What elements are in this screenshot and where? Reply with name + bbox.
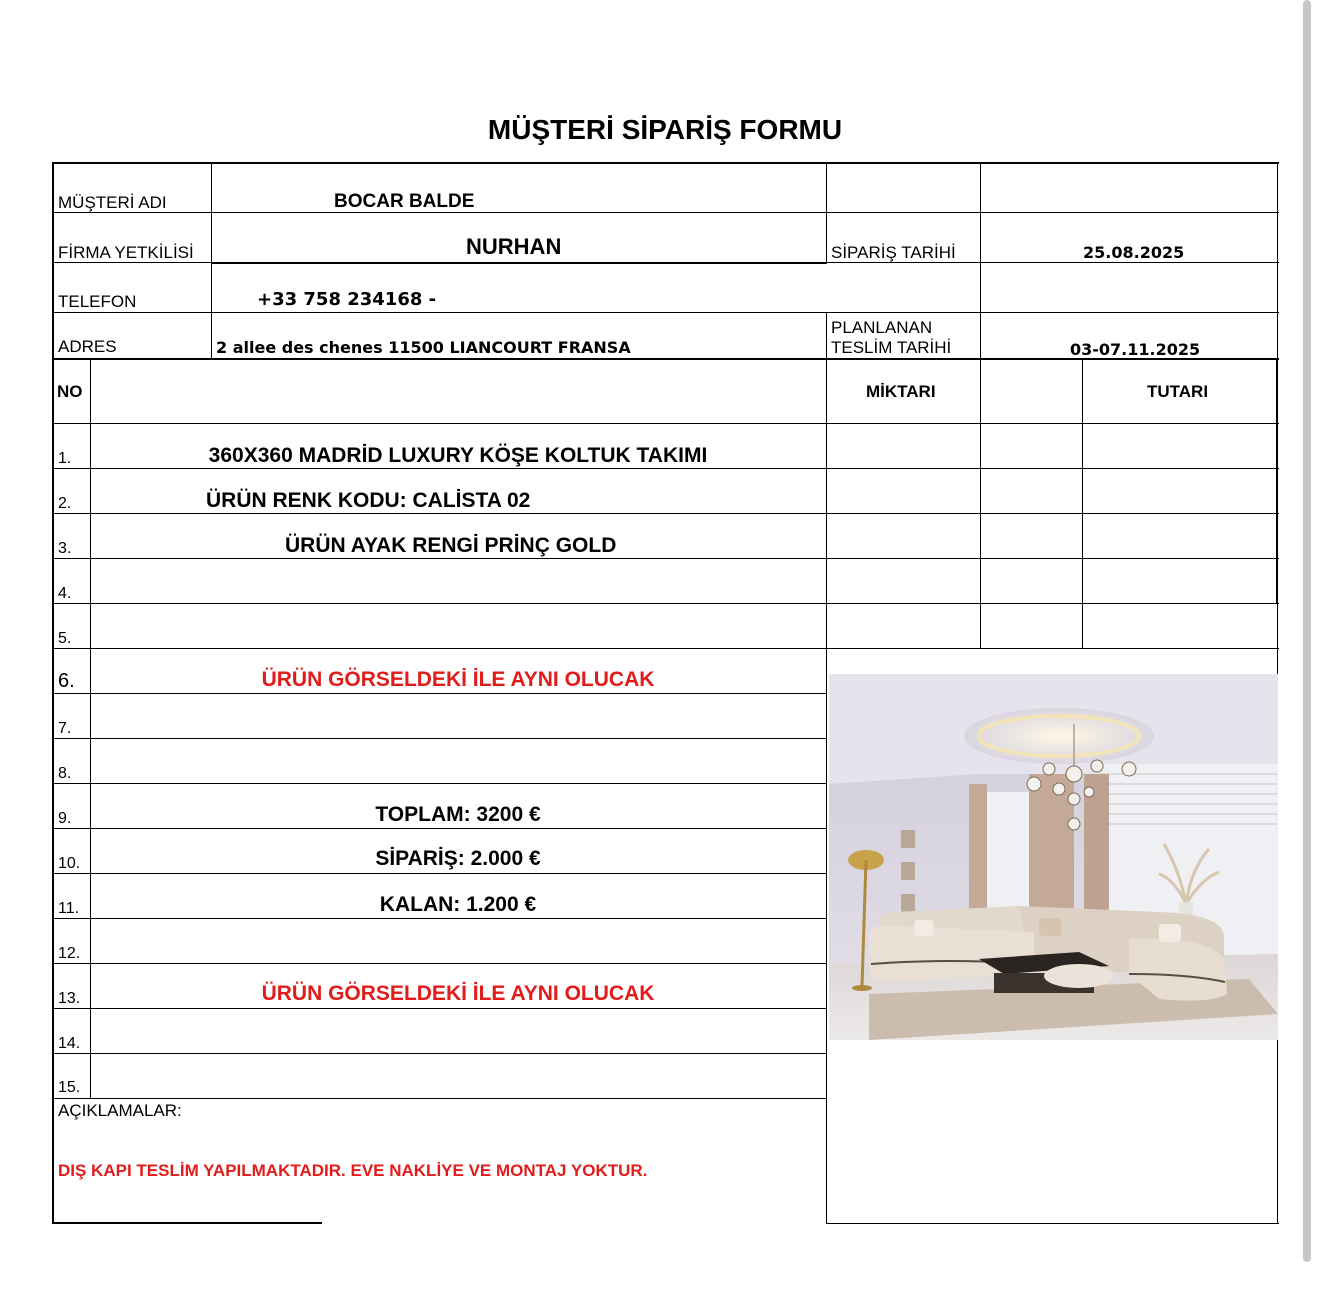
row-number: 7. <box>58 720 72 737</box>
row-text: ÜRÜN RENK KODU: CALİSTA 02 <box>206 489 531 512</box>
row-number: 11. <box>58 900 80 917</box>
customer-name-label: MÜŞTERİ ADI <box>58 193 167 212</box>
row-number: 9. <box>58 810 72 827</box>
quantity-column-header: MİKTARI <box>866 382 936 401</box>
row-number: 6. <box>58 670 75 692</box>
row-number: 8. <box>58 765 72 782</box>
product-photo <box>829 674 1278 1040</box>
scrollbar[interactable] <box>1303 0 1311 1262</box>
amount-column-header: TUTARI <box>1147 382 1209 401</box>
row-number: 2. <box>58 495 72 512</box>
notes-label: AÇIKLAMALAR: <box>58 1101 182 1120</box>
row-number: 15. <box>58 1079 81 1096</box>
form-title: MÜŞTERİ SİPARİŞ FORMU <box>487 114 843 145</box>
remaining-amount: KALAN: 1.200 € <box>379 893 537 916</box>
row-number: 3. <box>58 540 72 557</box>
row-text-highlight: ÜRÜN GÖRSELDEKİ İLE AYNI OLUCAK <box>261 982 655 1005</box>
row-number: 4. <box>58 585 72 602</box>
row-number: 10. <box>58 855 81 872</box>
delivery-note: DIŞ KAPI TESLİM YAPILMAKTADIR. EVE NAKLİYE VE MONTAJ YOKTUR. <box>58 1161 648 1180</box>
company-officer-label: FİRMA YETKİLİSİ <box>58 243 194 262</box>
row-number: 1. <box>58 450 72 467</box>
company-officer-value: NURHAN <box>466 234 562 259</box>
total-amount: TOPLAM: 3200 € <box>375 803 541 826</box>
row-number: 5. <box>58 630 72 647</box>
order-date-label: SİPARİŞ TARİHİ <box>831 243 956 262</box>
customer-name-value: BOCAR BALDE <box>334 191 475 212</box>
address-value: 2 allee des chenes 11500 LIANCOURT FRANSA <box>216 338 631 357</box>
phone-label: TELEFON <box>58 292 137 311</box>
planned-delivery-value: 03-07.11.2025 <box>1070 340 1201 359</box>
address-label: ADRES <box>58 337 117 356</box>
no-column-header: NO <box>57 382 83 401</box>
row-text: 360X360 MADRİD LUXURY KÖŞE KOLTUK TAKIMI <box>208 444 708 467</box>
planned-delivery-label-line2: TESLİM TARİHİ <box>831 338 952 357</box>
phone-value: +33 758 234168 - <box>257 289 437 310</box>
order-date-value: 25.08.2025 <box>1083 243 1185 262</box>
row-number: 13. <box>58 990 81 1007</box>
row-text-highlight: ÜRÜN GÖRSELDEKİ İLE AYNI OLUCAK <box>261 668 655 691</box>
order-amount: SİPARİŞ: 2.000 € <box>375 847 541 870</box>
row-text: ÜRÜN AYAK RENGİ PRİNÇ GOLD <box>285 534 617 557</box>
planned-delivery-label-line1: PLANLANAN <box>831 318 933 337</box>
row-number: 12. <box>58 945 81 962</box>
row-number: 14. <box>58 1035 81 1052</box>
